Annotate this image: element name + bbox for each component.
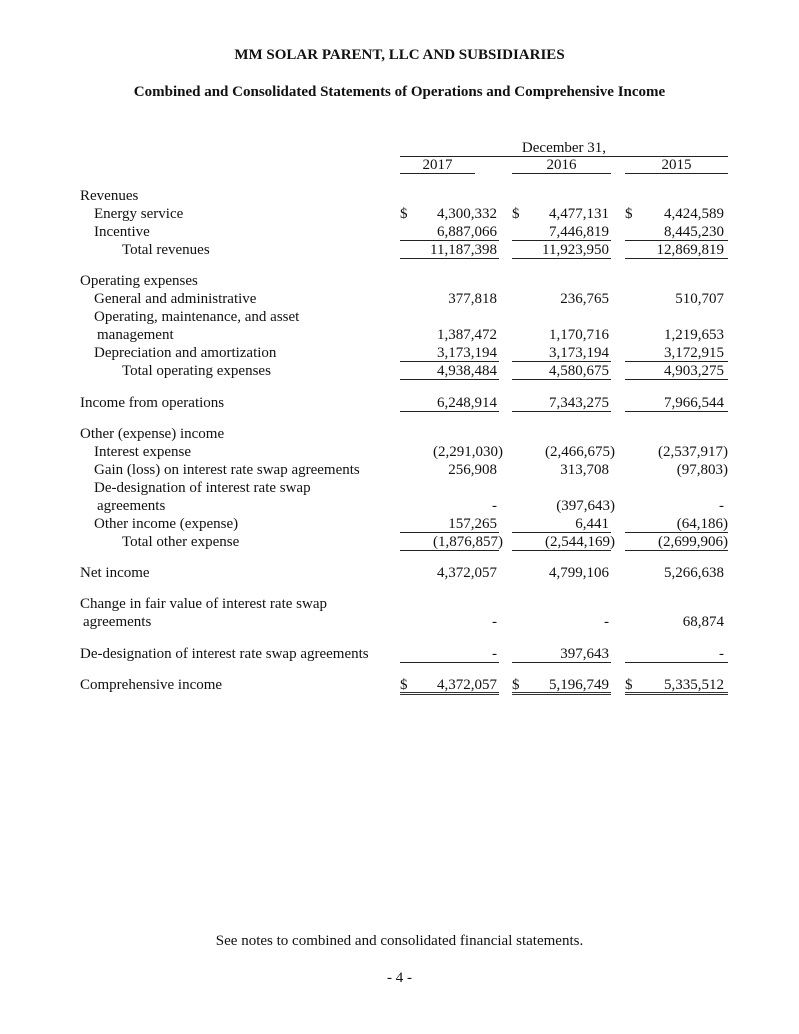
row-label: Other income (expense): [94, 516, 239, 532]
row-label-continued: management: [97, 327, 174, 343]
value-2015: (64,186): [625, 515, 728, 533]
value-2016: 313,708: [560, 462, 609, 478]
revenues-heading-row: [0, 187, 799, 205]
value-2017: 4,938,484: [400, 362, 499, 380]
currency-symbol: $: [512, 677, 520, 693]
value-2017: 157,265: [400, 515, 499, 533]
statement-title: Combined and Consolidated Statements of Operations and Comprehensive Income: [133, 84, 666, 100]
row-label-continued: agreements: [97, 498, 166, 514]
value-2016: 3,173,194: [512, 344, 611, 362]
total-other-row: [0, 533, 799, 551]
row-label: De-designation of interest rate swap: [94, 480, 311, 496]
value-2016: (2,544,169): [512, 533, 611, 551]
value-2017: -: [492, 498, 497, 514]
row-label: Total revenues: [122, 242, 210, 258]
row-label: Income from operations: [80, 395, 225, 411]
currency-symbol: $: [625, 677, 633, 693]
row-label: Total operating expenses: [122, 363, 271, 379]
general-admin-row: [0, 290, 799, 308]
incentive-row: [0, 223, 799, 241]
row-label-continued: agreements: [83, 614, 152, 630]
row-label: Operating, maintenance, and asset: [94, 309, 300, 325]
row-label: Total other expense: [122, 534, 240, 550]
dedesignation-oci-row: [0, 645, 799, 663]
value-2015: $ 5,335,512: [625, 676, 728, 695]
value-2017: 256,908: [448, 462, 497, 478]
row-label: Gain (loss) on interest rate swap agreements: [94, 462, 360, 478]
dedesignation-swap-row: [0, 497, 799, 515]
change-fair-value-label-row: [0, 595, 799, 613]
energy-service-row: [0, 205, 799, 223]
currency-symbol: $: [512, 206, 520, 222]
value-2016: 4,580,675: [512, 362, 611, 380]
value-2016: 11,923,950: [512, 241, 611, 259]
value-2017: $ 4,372,057: [400, 677, 497, 693]
value-2017: (2,291,030): [433, 444, 503, 460]
value-2015: $ 4,424,589: [625, 206, 724, 222]
year-header-2016: 2016: [512, 156, 611, 174]
value-2015: 12,869,819: [625, 241, 728, 259]
value-2017: 377,818: [448, 291, 497, 307]
year-header-2017: 2017: [400, 156, 475, 174]
row-label: Comprehensive income: [80, 677, 223, 693]
value-2015: 5,266,638: [664, 565, 724, 581]
value-2015: 4,903,275: [625, 362, 728, 380]
value-2017: 1,387,472: [437, 327, 497, 343]
currency-symbol: $: [400, 206, 408, 222]
notes-reference: See notes to combined and consolidated financial statements.: [215, 933, 584, 949]
om-asset-mgmt-label-row: [0, 308, 799, 326]
value-2016: 7,446,819: [512, 223, 611, 241]
currency-symbol: $: [400, 677, 408, 693]
value-2015: 3,172,915: [625, 344, 728, 362]
value-2016: 7,343,275: [512, 394, 611, 412]
value-2016: 397,643: [512, 645, 611, 663]
value-2016: -: [604, 614, 609, 630]
income-from-ops-row: [0, 394, 799, 412]
value-2016: $ 5,196,749: [512, 677, 609, 693]
value-2017: 4,372,057: [437, 565, 497, 581]
row-label: Incentive: [94, 224, 150, 240]
other-income-row: [0, 515, 799, 533]
value-2015: 1,219,653: [664, 327, 724, 343]
period-header: December 31,: [400, 139, 728, 157]
value-2016: 236,765: [560, 291, 609, 307]
interest-expense-row: [0, 443, 799, 461]
company-title: MM SOLAR PARENT, LLC AND SUBSIDIARIES: [234, 47, 565, 63]
row-label: Depreciation and amortization: [94, 345, 277, 361]
row-label: Operating expenses: [80, 273, 198, 289]
depreciation-row: [0, 344, 799, 362]
row-label: Revenues: [80, 188, 139, 204]
row-label: Change in fair value of interest rate swap: [80, 596, 327, 612]
row-label: Net income: [80, 565, 150, 581]
value-2015: (97,803): [676, 462, 728, 478]
value-2017: -: [400, 645, 499, 663]
gain-loss-swap-row: [0, 461, 799, 479]
value-2017: -: [492, 614, 497, 630]
dedesignation-swap-label-row: [0, 479, 799, 497]
row-label: De-designation of interest rate swap agreements: [80, 646, 369, 662]
change-fair-value-row: [0, 613, 799, 631]
value-2017: $ 4,300,332: [400, 206, 497, 222]
value-2015: 68,874: [682, 614, 724, 630]
value-2015: (2,699,906): [625, 533, 728, 551]
value-2017: 6,248,914: [400, 394, 499, 412]
row-label: General and administrative: [94, 291, 257, 307]
value-2015: (2,537,917): [658, 444, 728, 460]
value-2015: -: [625, 645, 728, 663]
other-heading-row: [0, 425, 799, 443]
year-header-2015: 2015: [625, 156, 728, 174]
value-2017: (1,876,857): [400, 533, 499, 551]
page-number: - 4 -: [387, 970, 412, 986]
om-asset-mgmt-row: [0, 326, 799, 344]
value-2016: $ 4,477,131: [512, 206, 609, 222]
comprehensive-income-row: [0, 676, 799, 694]
net-income-row: [0, 564, 799, 582]
value-2017: 11,187,398: [400, 241, 499, 259]
value-2017: 3,173,194: [400, 344, 499, 362]
row-label: Other (expense) income: [80, 426, 225, 442]
value-2016: (2,466,675): [545, 444, 615, 460]
total-opex-row: [0, 362, 799, 380]
value-2016: 6,441: [512, 515, 611, 533]
currency-symbol: $: [625, 206, 633, 222]
value-2016: 4,799,106: [549, 565, 609, 581]
value-2016: (397,643): [556, 498, 615, 514]
value-2015: 8,445,230: [625, 223, 728, 241]
row-label: Interest expense: [94, 444, 192, 460]
value-2017: 6,887,066: [400, 223, 499, 241]
opex-heading-row: [0, 272, 799, 290]
value-2016: 1,170,716: [549, 327, 609, 343]
value-2015: 510,707: [675, 291, 724, 307]
value-2015: -: [719, 498, 724, 514]
value-2015: 7,966,544: [625, 394, 728, 412]
row-label: Energy service: [94, 206, 184, 222]
total-revenues-row: [0, 241, 799, 259]
